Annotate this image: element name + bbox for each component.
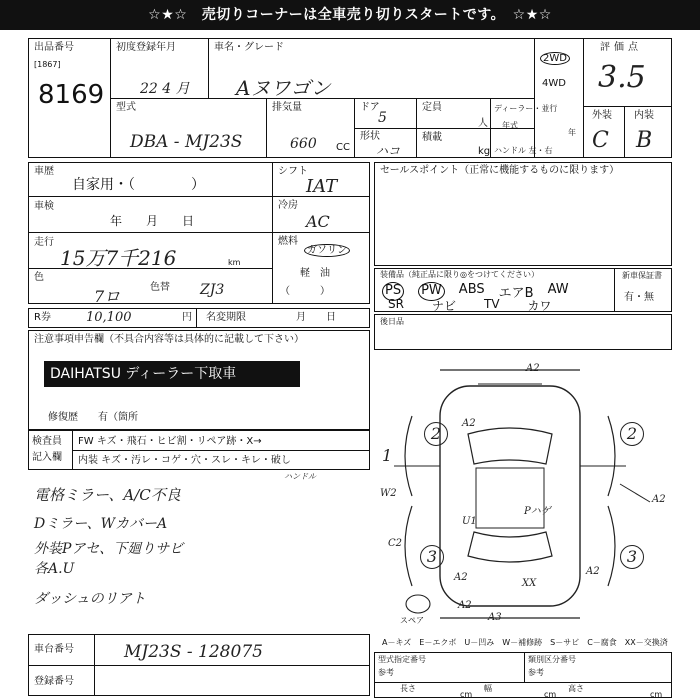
rename-value: 月 日 [296,312,336,323]
door-label: ドア [360,102,380,113]
ref-label-2: 参考 [528,668,544,677]
model-label: 車名・グレード [214,42,284,53]
color-value: 7ロ [94,287,121,306]
mark-a2-bottom: A2 [458,600,472,611]
sales-label: セールスポイント（正常に機能するものに限ります） [380,165,620,176]
equip-airbag: エアB [498,286,534,301]
shift-value: IAT [306,176,338,197]
registration-label: 登録番号 [34,676,74,687]
inspector-label2: 記入欄 [32,452,62,463]
equip-label: 装備品（純正品に限り◎をつけてください） [380,270,539,279]
mark-circle-front-right: 2 [620,422,644,446]
equip-pw: PW [418,282,445,301]
grade-value: 3.5 [598,60,646,95]
int-label: 内装 [634,110,654,121]
chassis-value: MJ23S - 128075 [124,642,263,662]
dealer-tag: DAIHATSU ディーラー下取車 [44,361,300,387]
mark-a2-top: A2 [526,363,540,374]
equip-sr: SR [388,297,404,311]
ext-label: 外装 [592,110,612,121]
interior-row: 内装 キズ・汚レ・コゲ・穴・スレ・キレ・破し [78,455,291,466]
mark-circle-rear-left: 3 [420,545,444,569]
mark-circle-front-left: 2 [424,422,448,446]
history-value: 自家用・（ ） [72,177,205,193]
mark-a2-rear-right: A2 [586,566,600,577]
disp-value: 660 [290,136,317,152]
handle-note: ハンドル [284,472,316,481]
mark-xx: XX [522,578,537,589]
sales-frame [374,162,672,266]
equip-abs: ABS [458,282,485,297]
load-unit: kg [478,146,491,157]
type-cert-label: 型式指定番号 [378,655,426,664]
disp-unit: CC [336,142,350,153]
int-value: B [636,128,653,153]
equip-navi: ナビ [431,299,456,313]
top-banner: ☆★☆ 売切りコーナーは全車売り切りスタートです。 ☆★☆ [0,0,700,30]
equip-tv: TV [483,297,500,311]
fuel-value: ガソリン [304,244,350,257]
reg-value: 22 4 月 [140,81,190,97]
type-value: DBA - MJ23S [130,132,243,152]
color-no-value: ZJ3 [200,282,225,298]
ac-label: 冷房 [278,200,298,211]
ext-value: C [592,128,609,153]
cm-unit-1: cm [460,690,473,699]
fuel-label: 燃料 [278,236,298,247]
color-no-label: 色替 [150,282,170,293]
fw-row: FW キズ・飛石・ヒビ割・リペア跡・X→ [78,436,262,447]
hw-note-2: Dミラー、WカバーA [34,516,168,532]
spare-label: スペア [400,616,424,625]
year-label: 年式 [502,121,518,130]
type-label: 型式 [116,102,136,113]
after-frame [374,314,672,350]
drive-2wd: 2WD [540,52,570,65]
recycle-unit: 円 [182,312,192,323]
mileage-label: 走行 [34,237,54,248]
shape-value: ハコ [376,144,401,158]
inspection-label: 車検 [34,201,54,212]
notes-label: 注意事項申告欄（不具合内容等は具体的に記載して下さい） [34,334,304,345]
mark-a2-rear-left: A2 [454,572,468,583]
car-diagram [378,356,672,632]
class-no-label: 類別区分番号 [528,655,576,664]
hw-note-4: 各A.U [34,561,75,577]
disp-label: 排気量 [272,102,302,113]
chassis-label: 車台番号 [34,644,74,655]
equip-row2 [388,297,552,314]
history-label: 車歴 [34,166,54,177]
lot-number: 8169 [38,80,105,110]
repair-label: 修復歴 有（箇所 [48,412,138,423]
handle-label: ハンドル 左・右 [494,146,553,155]
equip-aw: AW [547,282,569,297]
rename-label: 名変期限 [206,312,246,323]
hw-note-1: 電格ミラー、A/C不良 [34,486,181,504]
warranty-label: 新車保証書 [622,271,662,280]
fuel-paren: （ ） [280,286,330,297]
mark-circle-rear-right: 3 [620,545,644,569]
color-label: 色 [34,272,44,283]
damage-legend: A－キズ E－エクボ U－凹み W－補修跡 S－サビ C－腐食 XX－交換済 [382,638,668,647]
inspector-label1: 検査員 [32,436,62,447]
length-label: 長さ [400,684,416,693]
load-label: 積載 [422,132,442,143]
recycle-label: R券 [34,312,51,323]
recycle-value: 10,100 [86,310,132,325]
inspection-value: 年 月 日 [110,214,195,228]
lot-label: 出品番号 [34,42,74,53]
mark-c2-left: C2 [388,538,403,549]
mileage-value: 15万7千216 [60,246,177,270]
dealer-label: ディーラー・並行 [494,104,558,113]
after-label: 後日品 [380,317,404,326]
year-unit: 年 [568,128,576,137]
shape-label: 形状 [360,131,380,142]
lot-sub: [1867] [34,60,61,69]
mark-a2-left-front: A2 [462,418,476,429]
mark-a3: A3 [488,612,502,623]
equip-ps: PS [382,282,404,301]
hw-note-5: ダッシュのリアト [34,591,146,607]
warranty-value: 有・無 [624,292,654,303]
mark-u1: U1 [462,516,477,527]
cm-unit-2: cm [544,690,557,699]
hw-note-3: 外装Pアセ、下廻りサビ [34,541,184,557]
width-label: 幅 [484,684,492,693]
ref-label-1: 参考 [378,668,394,677]
mileage-unit: km [228,258,241,267]
cm-unit-3: cm [650,690,663,699]
equip-leather: カワ [527,299,552,313]
grade-label: 評価点 [600,42,642,53]
drive-4wd: 4WD [542,78,566,89]
height-label: 高さ [568,684,584,693]
model-value: Aヌワゴン [236,76,331,100]
shift-label: シフト [278,166,308,177]
inspector-mark: 1 [382,446,393,465]
door-value: 5 [378,110,387,126]
mark-a2-right: A2 [652,494,666,505]
reg-label: 初度登録年月 [116,42,176,53]
ac-value: AC [306,212,330,231]
mark-w2: W2 [380,488,397,499]
capacity-label: 定員 [422,102,442,113]
capacity-unit: 人 [478,118,488,129]
mark-paint: Pハゲ [524,506,551,517]
diesel-label: 軽 油 [300,268,330,279]
